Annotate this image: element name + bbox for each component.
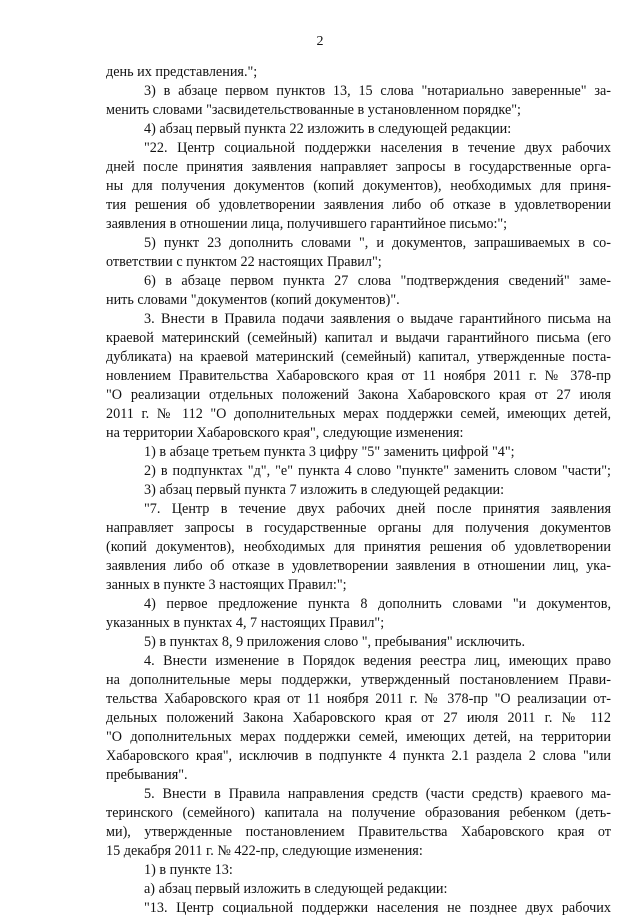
text-line: "13. Центр социальной поддержки населения не позднее двух рабочих [144, 900, 611, 916]
text-line: а) абзац первый изложить в следующей редакции: [144, 881, 448, 897]
text-line: нить словами "документов (копий документов)". [106, 292, 400, 308]
text-line: пребывания". [106, 767, 188, 783]
text-line: 4. Внести изменение в Порядок ведения реестра лиц, имеющих право [144, 653, 611, 669]
text-line: заявления в отношении лица, получившего гарантийное письмо:"; [106, 216, 508, 232]
text-line: занных в пункте 3 настоящих Правил:"; [106, 577, 347, 593]
text-line: 15 декабря 2011 г. № 422-пр, следующие изменения: [106, 843, 423, 859]
text-line: теринского (семейного) капитала на получение образования ребенком (деть- [106, 805, 611, 821]
text-line: новлением Правительства Хабаровского края от 11 ноября 2011 г. № 378-пр [106, 368, 611, 384]
text-line: тельства Хабаровского края от 11 ноября 2011 г. № 378-пр "О реализации от- [106, 691, 611, 707]
text-line: ми), утвержденные постановлением Правительства Хабаровского края от [106, 824, 611, 840]
text-line: краевой материнский (семейный) капитал и выдачи гарантийного письма (его [106, 330, 611, 346]
text-line: 1) в пункте 13: [144, 862, 233, 878]
text-line: "О реализации отдельных положений Закона Хабаровского края от 27 июля [106, 387, 611, 403]
text-line: направляет запросы в государственные органы для получения документов [106, 520, 611, 536]
text-line: 5. Внести в Правила направления средств (части средств) краевого ма- [144, 786, 611, 802]
text-line: 5) пункт 23 дополнить словами ", и документов, запрашиваемых в со- [144, 235, 611, 251]
text-line: "О дополнительных мерах поддержки семей, имеющих детей, на территории [106, 729, 611, 745]
page-number: 2 [316, 34, 324, 49]
text-line: (копий документов), необходимых для принятия решения об удовлетворении [106, 539, 611, 555]
text-line: 4) абзац первый пункта 22 изложить в следующей редакции: [144, 121, 512, 137]
text-line: дней после принятия заявления направляет запросы в государственные орга- [106, 159, 611, 175]
text-line: 2) в подпунктах "д", "е" пункта 4 слово "пункте" заменить словом "части"; [144, 463, 611, 479]
text-line: 6) в абзаце первом пункта 27 слова "подтверждения сведений" заме- [144, 273, 611, 289]
text-line: дубликата) на краевой материнский (семейный) капитал, утвержденные поста- [106, 349, 611, 365]
text-line: "22. Центр социальной поддержки населения в течение двух рабочих [144, 140, 611, 156]
document-body [106, 63, 611, 918]
text-line: 5) в пунктах 8, 9 приложения слово ", пребывания" исключить. [144, 634, 526, 650]
text-line: 1) в абзаце третьем пункта 3 цифру "5" заменить цифрой "4"; [144, 444, 515, 460]
text-line: 3) абзац первый пункта 7 изложить в следующей редакции: [144, 482, 505, 498]
text-line: на территории Хабаровского края", следующие изменения: [106, 425, 464, 441]
text-line: день их представления."; [106, 64, 258, 80]
text-line: ны для получения документов (копий документов), необходимых для приня- [106, 178, 611, 194]
text-line: 2011 г. № 112 "О дополнительных мерах поддержки семей, имеющих детей, [106, 406, 611, 422]
text-line: 4) первое предложение пункта 8 дополнить словами "и документов, [144, 596, 611, 612]
text-line: 3. Внести в Правила подачи заявления о выдаче гарантийного письма на [144, 311, 611, 327]
text-line: указанных в пунктах 4, 7 настоящих Правил"; [106, 615, 385, 631]
text-line: "7. Центр в течение двух рабочих дней после принятия заявления [144, 501, 611, 517]
text-line: менить словами "засвидетельствованные в установленном порядке"; [106, 102, 521, 118]
text-line: заявления либо об отказе в удовлетворении заявления в отношении лиц, ука- [106, 558, 611, 574]
text-line: Хабаровского края", исключив в подпункте 4 пункта 2.1 раздела 2 слова "или [106, 748, 611, 764]
text-line: на дополнительные меры поддержки, утвержденный постановлением Прави- [106, 672, 611, 688]
text-line: 3) в абзаце первом пунктов 13, 15 слова "нотариально заверенные" за- [144, 83, 611, 99]
text-line: тия решения об удовлетворении заявления либо об отказе в удовлетворении [106, 197, 611, 213]
text-line: дельных положений Закона Хабаровского края от 27 июля 2011 г. № 112 [106, 710, 611, 726]
text-line: ответствии с пунктом 22 настоящих Правил"; [106, 254, 382, 270]
